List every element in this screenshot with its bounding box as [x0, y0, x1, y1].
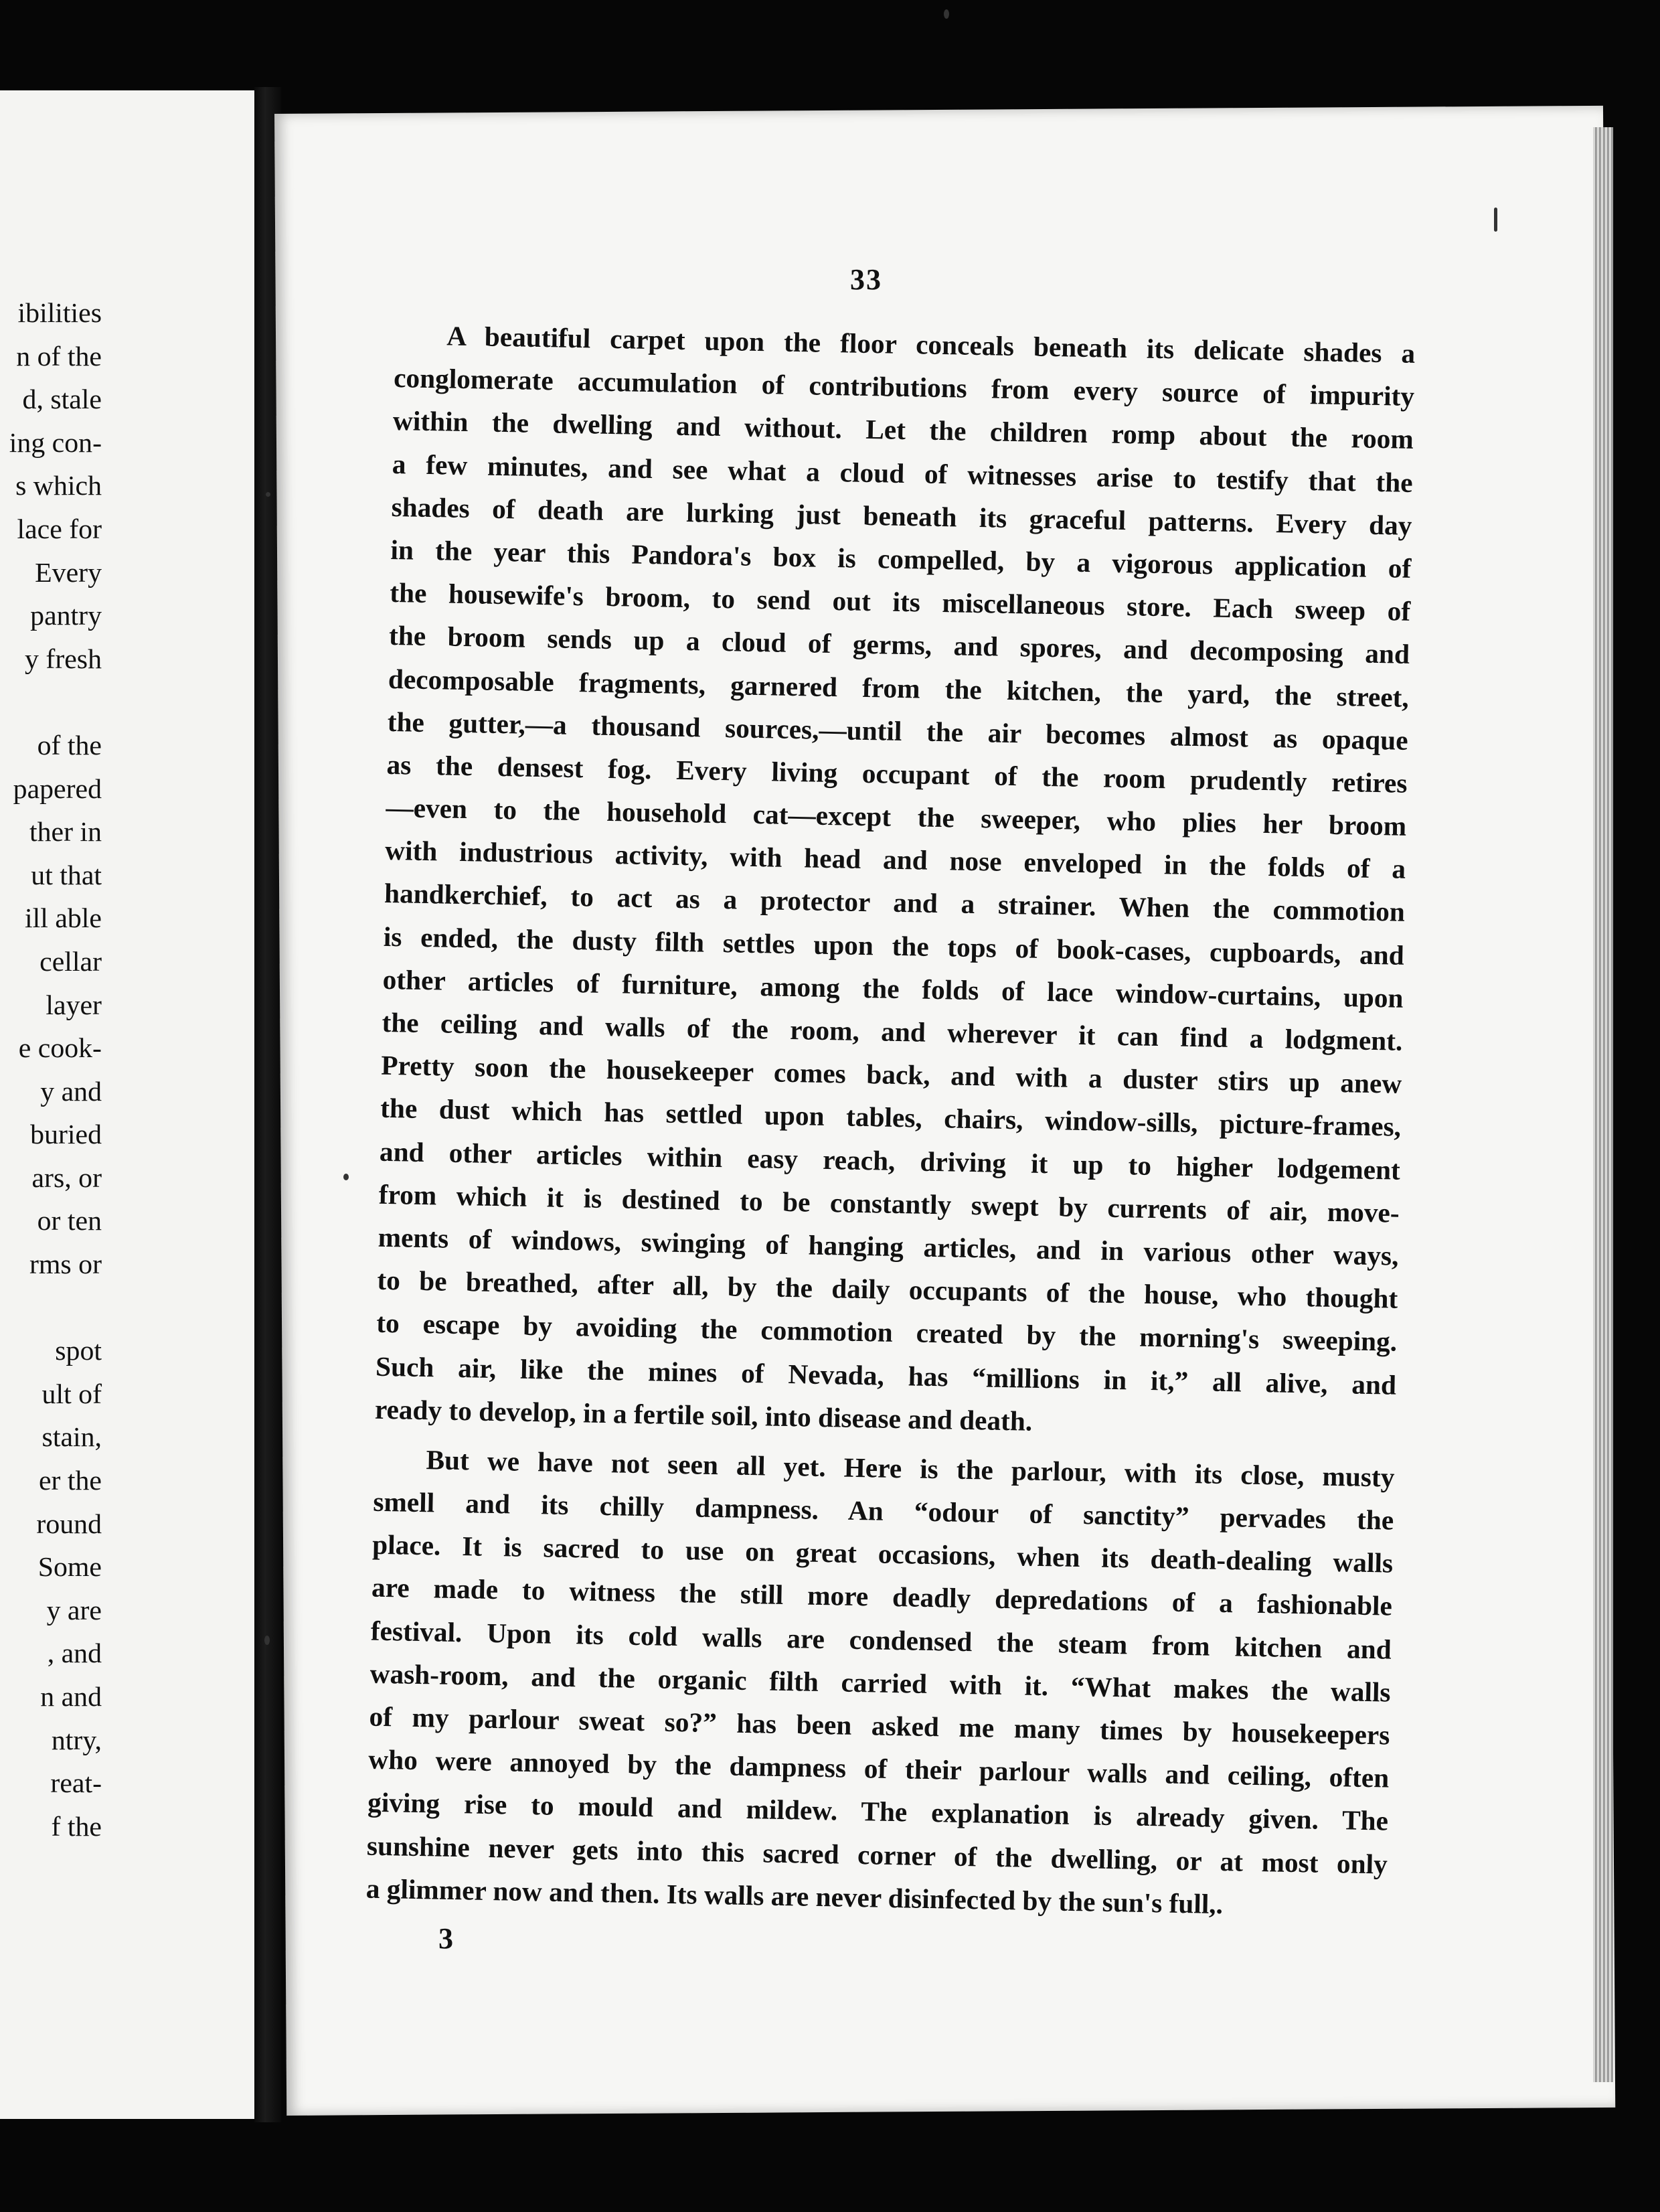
left-page-line: papered	[13, 773, 102, 804]
body-line: place. It is sacred to use on great occasions, when its death-dealing walls	[371, 1528, 1394, 1579]
body-line: But we have not seen all yet. Here is the parlour, with its close, musty	[426, 1444, 1395, 1493]
left-page-line: ther in	[29, 816, 102, 848]
left-page-line: er the	[38, 1465, 102, 1496]
signature-mark: 3	[438, 1922, 453, 1955]
body-line: the dust which has settled upon tables, chairs, window-sills, picture-frames,	[380, 1093, 1402, 1143]
left-page-line: ill able	[25, 902, 102, 934]
left-page-line: stain,	[42, 1421, 102, 1453]
body-line: the ceiling and walls of the room, and wherever it can find a lodgment.	[382, 1006, 1403, 1056]
body-line: handkerchief, to act as a protector and a strainer. When the commotion	[384, 878, 1406, 928]
left-page-line	[0, 680, 102, 724]
left-page-line: Every	[35, 556, 102, 588]
left-page-line: cellar	[39, 945, 102, 977]
left-facing-page	[0, 90, 265, 2119]
body-text	[365, 313, 1415, 1928]
body-line: as the densest fog. Every living occupant of the room prudently retires	[386, 748, 1408, 799]
left-page-line: spot	[55, 1335, 102, 1366]
body-line: to escape by avoiding the commotion created by the morning's sweeping.	[376, 1308, 1398, 1358]
body-line: within the dwelling and without. Let the children romp about the room	[392, 405, 1414, 455]
body-line: the housewife's broom, to send out its miscellaneous store. Each sweep of	[389, 577, 1411, 627]
body-line: a glimmer now and then. Its walls are never disinfected by the sun's full,.	[365, 1873, 1224, 1919]
left-page-line: ult of	[42, 1378, 102, 1409]
body-line: of my parlour sweat so?” has been asked me many times by housekeepers	[369, 1701, 1390, 1751]
body-line: a few minutes, and see what a cloud of witnesses arise to testify that the	[392, 448, 1414, 498]
body-line: and other articles within easy reach, driving it up to higher lodgement	[379, 1135, 1401, 1186]
body-line: —even to the household cat—except the sweeper, who plies her broom	[386, 791, 1407, 842]
left-page-line: ntry,	[51, 1724, 102, 1755]
page-edge-stack	[1593, 127, 1613, 2082]
left-page-line: ibilities	[17, 297, 102, 328]
body-line: smell and its chilly dampness. An “odour of sanctity” pervades the	[373, 1486, 1394, 1536]
left-page-line: rms or	[29, 1249, 102, 1280]
body-line: Pretty soon the housekeeper comes back, and with a duster stirs up anew	[380, 1050, 1402, 1099]
body-line: from which it is destined to be constantly swept by currents of air, move-	[378, 1178, 1400, 1229]
body-line: who were annoyed by the dampness of their parlour walls and ceiling, often	[367, 1743, 1390, 1794]
left-page-line: , and	[47, 1638, 102, 1669]
ink-speck	[266, 492, 270, 497]
body-line: other articles of furniture, among the folds of lace window-curtains, upon	[382, 963, 1404, 1014]
body-line: is ended, the dusty filth settles upon the tops of book-cases, cupboards, and	[383, 921, 1405, 971]
left-page-line: of the	[37, 729, 102, 761]
left-page-line: layer	[46, 989, 102, 1020]
left-page-line: ut that	[31, 859, 102, 890]
body-line: giving rise to mould and mildew. The explanation is already given. The	[367, 1787, 1389, 1836]
body-line: to be breathed, after all, by the daily occupants of the house, who thought	[377, 1264, 1398, 1314]
body-line: shades of death are lurking just beneath its graceful patterns. Every day	[391, 491, 1412, 541]
left-page-line: y fresh	[25, 643, 102, 674]
left-page-line	[0, 1286, 102, 1330]
body-line: A beautiful carpet upon the floor conceals beneath its delicate shades a	[446, 320, 1416, 369]
body-line: with industrious activity, with head and nose enveloped in the folds of a	[384, 835, 1406, 885]
left-page-line: f the	[51, 1810, 102, 1842]
left-page-line: s which	[15, 470, 102, 501]
left-page-line: e cook-	[18, 1032, 102, 1064]
left-page-line: buried	[30, 1119, 102, 1150]
body-line: ready to develop, in a fertile soil, into disease and death.	[374, 1393, 1033, 1437]
left-page-line: ars, or	[31, 1162, 102, 1193]
left-page-line: round	[36, 1508, 102, 1539]
left-page-line: ing con-	[9, 426, 102, 458]
left-page-line: n and	[40, 1681, 102, 1712]
body-line: ments of windows, swinging of hanging articles, and in various other ways,	[378, 1221, 1399, 1271]
body-line: in the year this Pandora's box is compelled, by a vigorous application of	[390, 534, 1412, 584]
left-page-line: pantry	[30, 600, 102, 631]
left-page-line: lace for	[17, 513, 102, 544]
left-page-text	[0, 291, 102, 1848]
ink-speck	[343, 1174, 349, 1180]
body-line: sunshine never gets into this sacred corner of the dwelling, or at most only	[366, 1830, 1388, 1880]
left-page-line: n of the	[16, 340, 102, 372]
body-line: are made to witness the still more deadly depredations of a fashionable	[371, 1572, 1393, 1622]
left-page-line: y are	[46, 1594, 102, 1626]
body-line: the gutter,—a thousand sources,—until the air becomes almost as opaque	[387, 706, 1408, 756]
left-page-line: or ten	[37, 1205, 102, 1237]
body-line: festival. Upon its cold walls are condensed the steam from kitchen and	[370, 1615, 1392, 1665]
ink-speck	[264, 1636, 270, 1645]
body-line: conglomerate accumulation of contributions from every source of impurity	[393, 362, 1415, 412]
body-line: the broom sends up a cloud of germs, and spores, and decomposing and	[388, 620, 1410, 670]
page-number: 33	[850, 263, 882, 296]
left-page-line: reat-	[50, 1767, 102, 1799]
ink-speck	[1494, 208, 1497, 232]
left-page-line: Some	[37, 1551, 102, 1583]
ink-speck	[944, 9, 949, 19]
body-line: wash-room, and the organic filth carried with it. “What makes the walls	[369, 1658, 1391, 1708]
left-page-line: y and	[40, 1075, 102, 1107]
body-line: Such air, like the mines of Nevada, has “millions in it,” all alive, and	[375, 1350, 1397, 1401]
left-page-line: d, stale	[22, 384, 102, 415]
body-line: decomposable fragments, garnered from the kitchen, the yard, the street,	[388, 663, 1410, 713]
